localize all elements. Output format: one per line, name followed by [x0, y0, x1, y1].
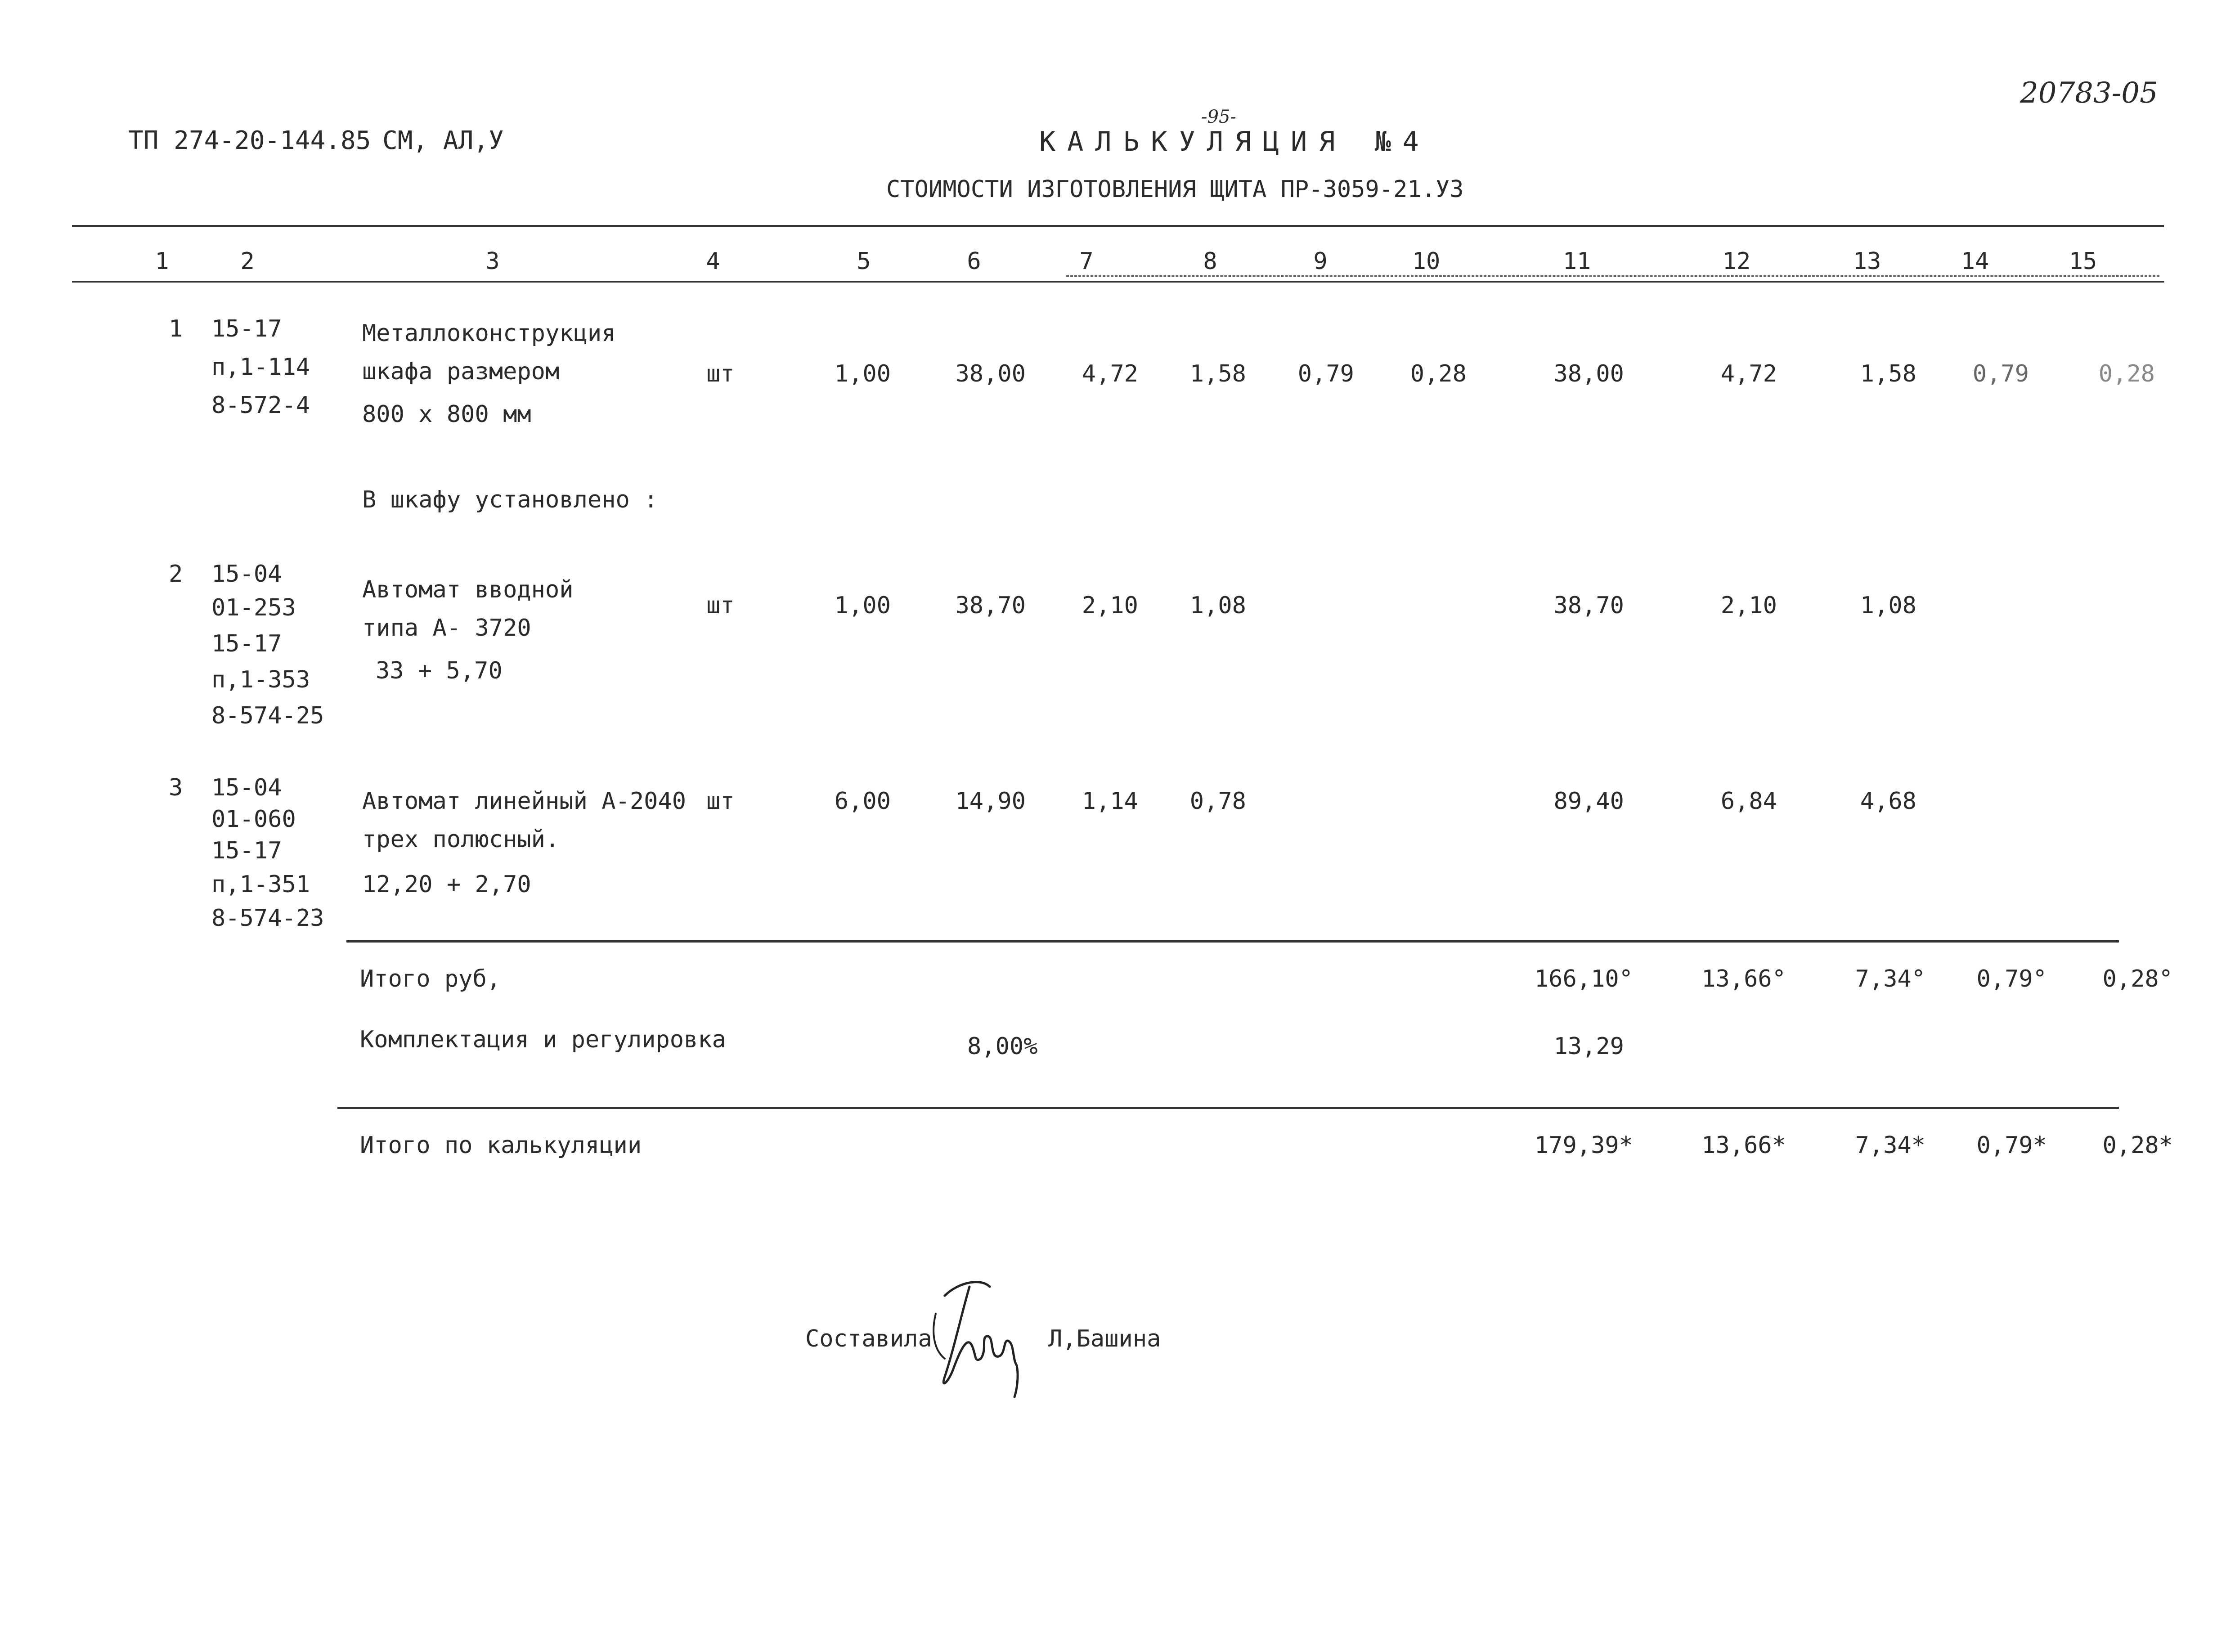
row-description: Металлоконструкция [362, 320, 616, 347]
column-number: 13 [1853, 248, 1881, 275]
cell-col8: 0,78 [1189, 788, 1246, 815]
document-subtitle: СТОИМОСТИ ИЗГОТОВЛЕНИЯ ЩИТА ПР-3059-21.У3 [886, 176, 1464, 203]
subtotal-col12: 13,66° [1701, 965, 1786, 992]
subtotal-col11: 166,10° [1534, 965, 1633, 992]
total-col11: 179,39* [1534, 1132, 1633, 1159]
cell-col8: 1,08 [1189, 592, 1246, 619]
row-code: 01-253 [211, 594, 296, 621]
assembly-label: Комплектация и регулировка [360, 1026, 726, 1053]
column-number: 1 [155, 248, 169, 275]
row-code: 8-574-23 [211, 905, 324, 932]
page-number: -95- [1201, 107, 1236, 127]
row-description: Автомат линейный А-2040 [362, 788, 687, 815]
column-number: 6 [967, 248, 981, 275]
row-code: 8-572-4 [211, 392, 310, 419]
assembly-percent: 8,00% [967, 1033, 1038, 1060]
row-code: 15-17 [211, 837, 282, 864]
document-number: 20783-05 [2020, 76, 2158, 110]
column-number: 4 [706, 248, 720, 275]
row-description: 800 х 800 мм [362, 401, 531, 428]
row-description: трех полюсный. [362, 826, 560, 853]
row-description: типа А- 3720 [362, 615, 531, 642]
column-number: 3 [485, 248, 500, 275]
row-code: 15-04 [211, 774, 282, 801]
row-description: 12,20 + 2,70 [362, 871, 531, 898]
cell-col7: 1,14 [1082, 788, 1138, 815]
column-number-underline [1066, 275, 2159, 277]
cell-col10: 0,28 [1410, 360, 1467, 387]
cell-col9: 0,79 [1297, 360, 1354, 387]
assembly-col11: 13,29 [1553, 1033, 1624, 1060]
cell-col15: 0,28 [2098, 360, 2155, 387]
cell-col11: 38,70 [1553, 592, 1624, 619]
row-code: п,1-351 [211, 871, 310, 898]
cell-col14: 0,79 [1972, 360, 2029, 387]
signature-label: Составила [805, 1325, 932, 1352]
document-title: КАЛЬКУЛЯЦИЯ №4 [1039, 126, 1431, 157]
cell-col12: 6,84 [1720, 788, 1777, 815]
cell-col7: 4,72 [1082, 360, 1138, 387]
total-rule [337, 1107, 2119, 1109]
column-number: 2 [240, 248, 255, 275]
cell-col7: 2,10 [1082, 592, 1138, 619]
column-number: 5 [857, 248, 871, 275]
row-code: 15-04 [211, 561, 282, 588]
column-number: 11 [1562, 248, 1591, 275]
project-parts: СМ, АЛ,У [382, 126, 504, 155]
cell-col12: 4,72 [1720, 360, 1777, 387]
column-number: 15 [2069, 248, 2097, 275]
row-description: Автомат вводной [362, 576, 574, 603]
row-code: п,1-353 [211, 666, 310, 693]
total-col14: 0,79* [1976, 1132, 2047, 1159]
project-code: ТП 274-20-144.85 [128, 126, 371, 155]
header-rule-bottom [72, 281, 2164, 283]
cell-col13: 1,08 [1860, 592, 1916, 619]
row-unit: шт [706, 592, 735, 619]
cell-col8: 1,58 [1189, 360, 1246, 387]
column-number: 8 [1203, 248, 1217, 275]
handwritten-signature [927, 1269, 1030, 1399]
row-number: 1 [169, 315, 183, 342]
cell-col12: 2,10 [1720, 592, 1777, 619]
subtotal-rule [346, 940, 2119, 943]
total-label: Итого по калькуляции [360, 1132, 642, 1159]
cell-col13: 4,68 [1860, 788, 1916, 815]
cell-col6: 38,70 [955, 592, 1026, 619]
cell-col5: 1,00 [834, 360, 891, 387]
row-unit: шт [706, 788, 735, 815]
row-code: п,1-114 [211, 354, 310, 381]
installed-note: В шкафу установлено : [362, 486, 658, 513]
row-description: 33 + 5,70 [376, 657, 503, 684]
signature-name: Л,Башина [1048, 1325, 1161, 1352]
cell-col11: 38,00 [1553, 360, 1624, 387]
row-code: 15-17 [211, 315, 282, 342]
subtotal-col15: 0,28° [2102, 965, 2173, 992]
cell-col6: 38,00 [955, 360, 1026, 387]
row-number: 2 [169, 561, 183, 588]
row-unit: шт [706, 360, 735, 387]
subtotal-col14: 0,79° [1976, 965, 2047, 992]
total-col13: 7,34* [1855, 1132, 1925, 1159]
cell-col11: 89,40 [1553, 788, 1624, 815]
subtotal-col13: 7,34° [1855, 965, 1925, 992]
column-number: 7 [1079, 248, 1094, 275]
row-code: 15-17 [211, 630, 282, 657]
row-code: 01-060 [211, 806, 296, 833]
column-number: 12 [1722, 248, 1751, 275]
total-col12: 13,66* [1701, 1132, 1786, 1159]
row-number: 3 [169, 774, 183, 801]
column-number: 14 [1961, 248, 1989, 275]
row-code: 8-574-25 [211, 702, 324, 729]
column-number: 10 [1412, 248, 1441, 275]
row-description: шкафа размером [362, 358, 560, 385]
subtotal-label: Итого руб, [360, 965, 501, 992]
total-col15: 0,28* [2102, 1132, 2173, 1159]
cell-col13: 1,58 [1860, 360, 1916, 387]
cell-col5: 6,00 [834, 788, 891, 815]
header-rule-top [72, 225, 2164, 227]
cell-col5: 1,00 [834, 592, 891, 619]
cell-col6: 14,90 [955, 788, 1026, 815]
column-number: 9 [1313, 248, 1328, 275]
